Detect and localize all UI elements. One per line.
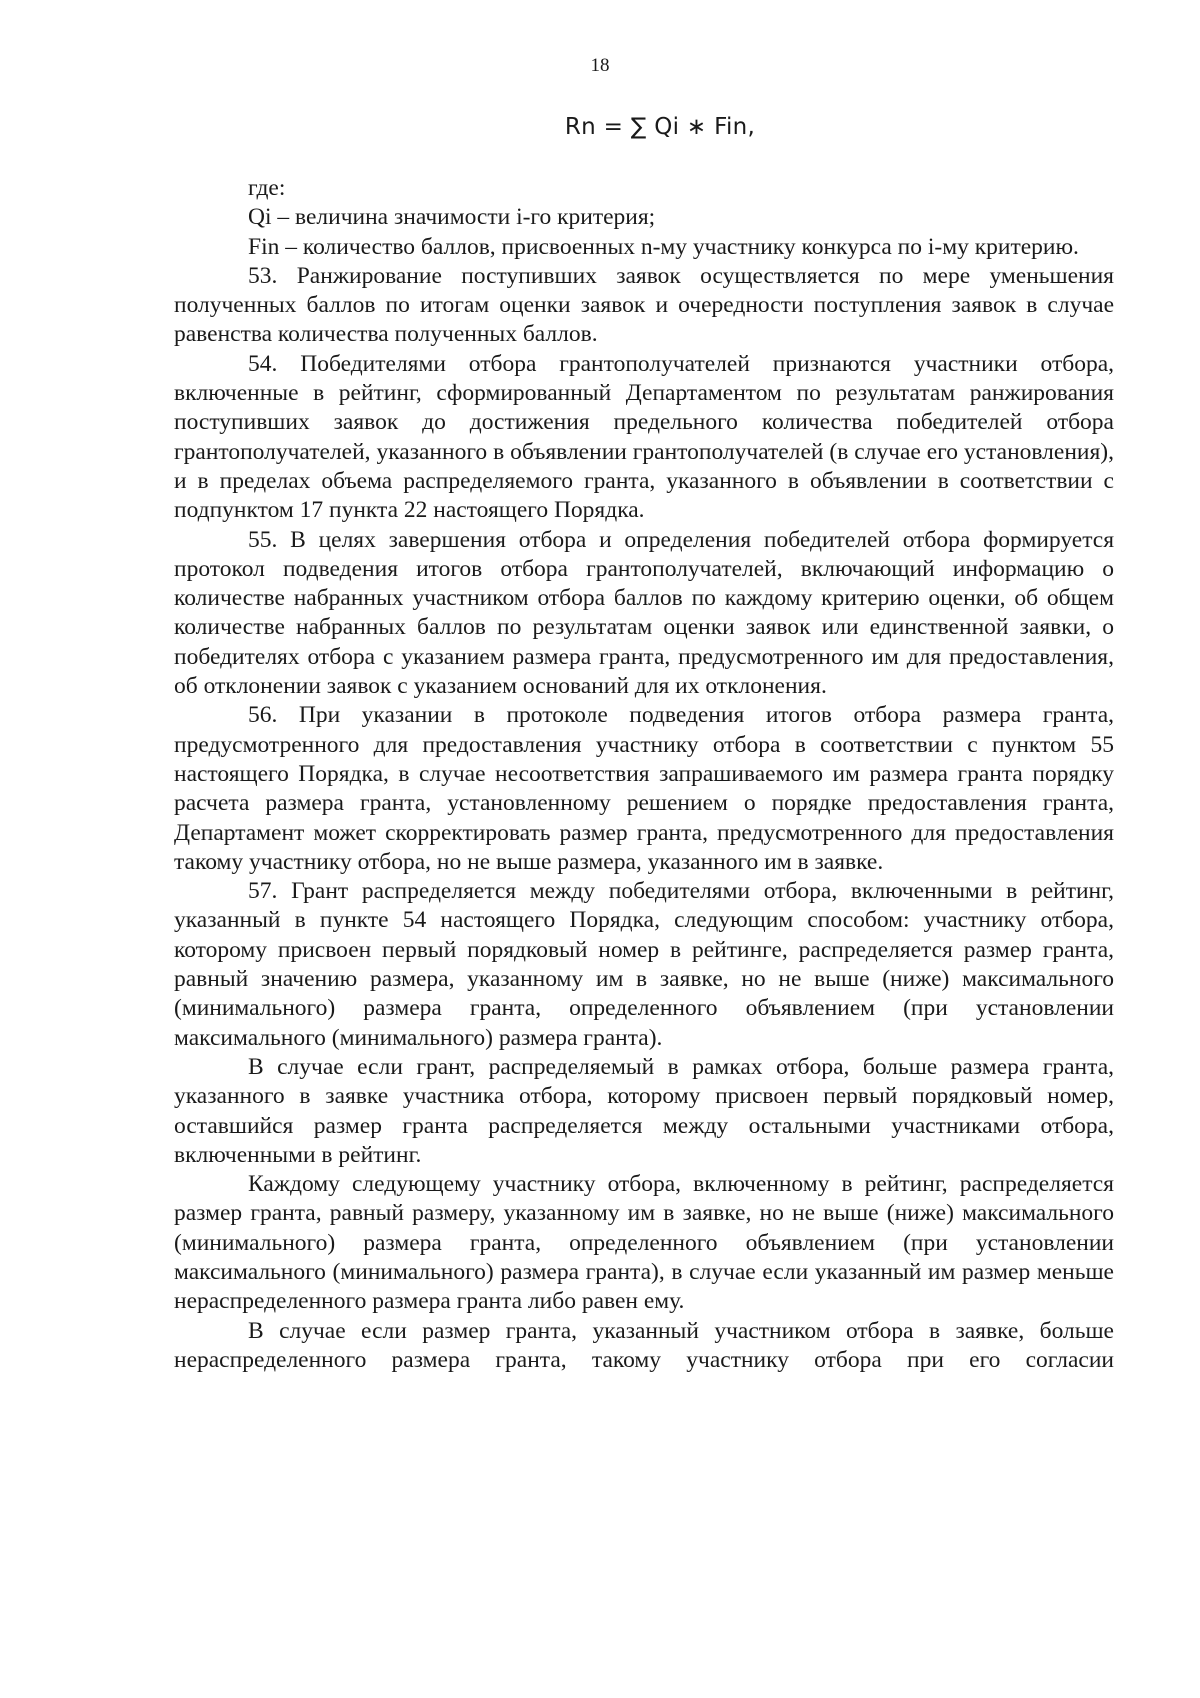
paragraph-57-each-next: Каждому следующему участнику отбора, включенному в рейтинг, распределяется размер гранта, равный размеру, указанному им в заявке, но не выше (ниже) максимального (минимального) размера гранта, определенного объявлением (при установлении максимального (минимального) размера гранта), в случае если указанный им размер меньше нераспределенного размера гранта либо равен ему. — [174, 1171, 1114, 1315]
page-number: 18 — [590, 55, 610, 76]
paragraph-57: 57. Грант распределяется между победителями отбора, включенными в рейтинг, указанный в пункте 54 настоящего Порядка, следующим способом: участнику отбора, которому присвоен первый порядковый номер в рейтинге, распределяется размер гранта, равный значению размера, указанному им в заявке, но не выше (ниже) максимального (минимального) размера гранта, определенного объявлением (при установлении максимального (минимального) размера гранта). — [174, 878, 1114, 1051]
paragraph-54: 54. Победителями отбора грантополучателей признаются участники отбора, включенные в рейтинг, сформированный Департаментом по результатам ранжирования поступивших заявок до достижения предельного количества победителей отбора грантополучателей, указанного в объявлении грантополучателей (в случае его установления), и в пределах объема распределяемого гранта, указанного в объявлении в соответствии с подпунктом 17 пункта 22 настоящего Порядка. — [174, 350, 1114, 524]
paragraph-55: 55. В целях завершения отбора и определения победителей отбора формируется протокол подведения итогов отбора грантополучателей, включающий информацию о количестве набранных участником отбора баллов по каждому критерию оценки, об общем количестве набранных баллов по результатам оценки заявок или единственной заявки, о победителях отбора с указанием размера гранта, предусмотренного им для предоставления, об отклонении заявок с указанием оснований для их отклонения. — [174, 526, 1114, 700]
document-body — [174, 174, 1114, 1375]
definition-fin: Fin – количество баллов, присвоенных n-му участнику конкурса по i-му критерию. — [248, 233, 1079, 260]
paragraph-57-excess: В случае если размер гранта, указанный участником отбора в заявке, больше нераспределенного размера гранта, такому участнику отбора при его согласии — [174, 1317, 1114, 1373]
paragraph-57-remaining-grant: В случае если грант, распределяемый в рамках отбора, больше размера гранта, указанного в заявке участника отбора, которому присвоен первый порядковый номер, оставшийся размер гранта распределяется между остальными участниками отбора, включенными в рейтинг. — [174, 1053, 1114, 1168]
paragraph-53: 53. Ранжирование поступивших заявок осуществляется по мере уменьшения полученных баллов по итогам оценки заявок и очередности поступления заявок в случае равенства количества полученных баллов. — [174, 262, 1114, 348]
paragraph-56: 56. При указании в протоколе подведения итогов отбора размера гранта, предусмотренного для предоставления участнику отбора в соответствии с пунктом 55 настоящего Порядка, в случае несоответствия запрашиваемого им размера гранта порядку расчета размера гранта, установленному решением о порядке предоставления гранта, Департамент может скорректировать размер гранта, предусмотренного для предоставления такому участнику отбора, но не выше размера, указанного им в заявке. — [174, 702, 1114, 875]
definition-qi: Qi – величина значимости i-го критерия; — [248, 204, 656, 231]
formula: Rn = ∑ Qi ∗ Fin, — [564, 114, 756, 140]
where-label: где: — [248, 175, 286, 201]
